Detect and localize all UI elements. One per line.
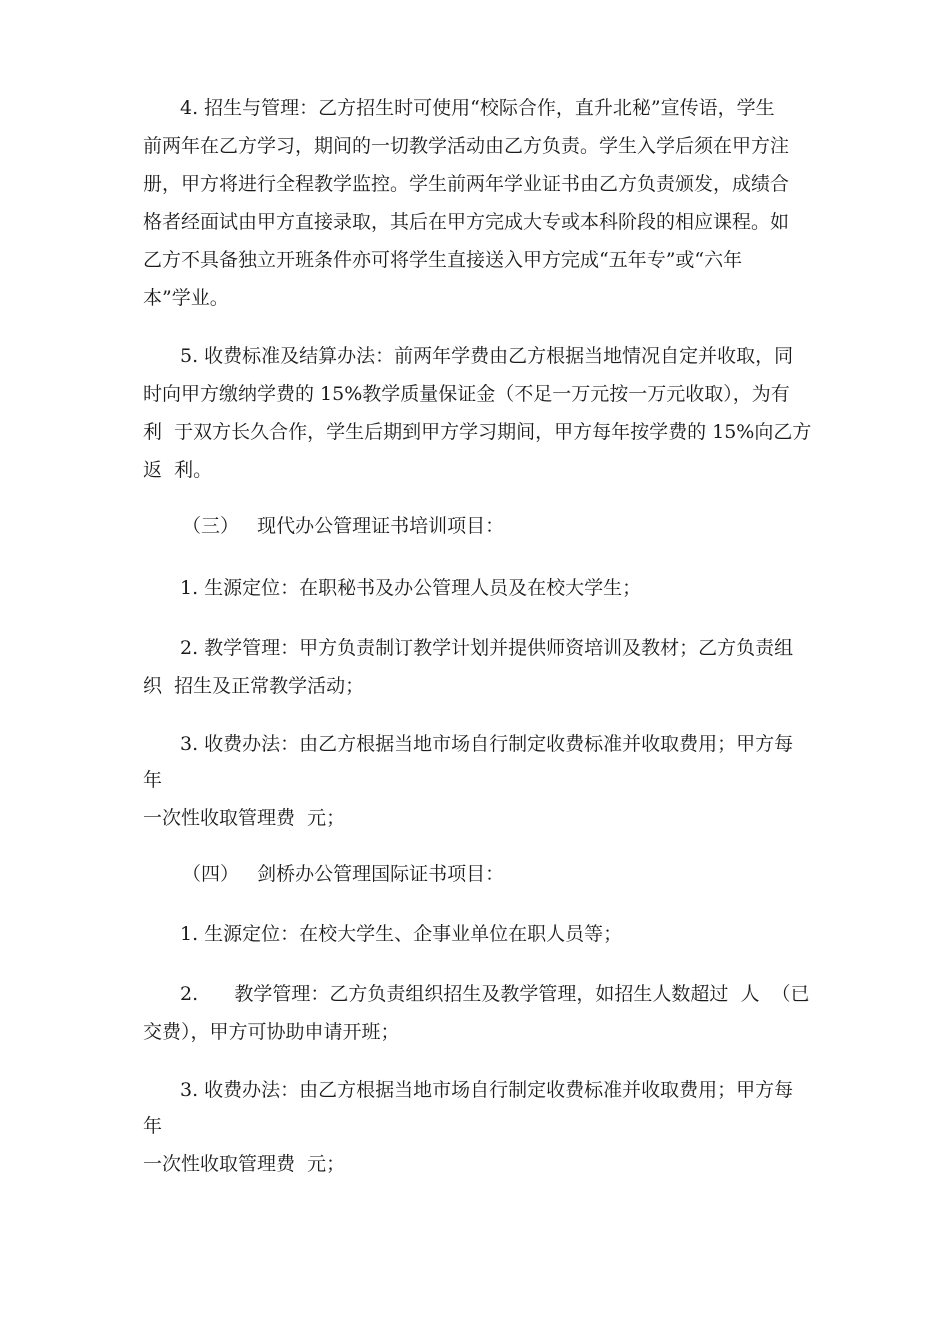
para-4-line-4: 格者经面试由甲方直接录取，其后在甲方完成大专或本科阶段的相应课程。如: [143, 211, 790, 233]
section-4-heading: （四） 剑桥办公管理国际证书项目：: [182, 863, 505, 885]
section-3-item-3-line-1: 3. 收费办法：由乙方根据当地市场自行制定收费标准并收取费用；甲方每: [180, 733, 794, 755]
section-3-item-3-line-2: 年: [143, 769, 163, 791]
section-4-item-2-line-2: 交费），甲方可协助申请开班；: [143, 1021, 400, 1043]
section-3-item-1: 1. 生源定位：在职秘书及办公管理人员及在校大学生；: [180, 577, 642, 599]
para-5-line-3: 利 于双方长久合作，学生后期到甲方学习期间，甲方每年按学费的 15%向乙方: [143, 421, 812, 443]
section-3-item-2-line-1: 2. 教学管理：甲方负责制订教学计划并提供师资培训及教材；乙方负责组: [180, 637, 794, 659]
section-4-item-3-line-1: 3. 收费办法：由乙方根据当地市场自行制定收费标准并收取费用；甲方每: [180, 1079, 794, 1101]
para-4-line-1: 4. 招生与管理：乙方招生时可使用“校际合作，直升北秘”宣传语，学生: [180, 97, 775, 119]
section-3-heading: （三） 现代办公管理证书培训项目：: [182, 515, 505, 537]
section-4-item-2-line-1: 2. 教学管理：乙方负责组织招生及教学管理，如招生人数超过 人 （已: [180, 983, 810, 1005]
para-4-line-2: 前两年在乙方学习，期间的一切教学活动由乙方负责。学生入学后须在甲方注: [143, 135, 790, 157]
section-4-item-3-line-2: 年: [143, 1115, 163, 1137]
para-4-line-6: 本”学业。: [143, 287, 229, 309]
para-4-line-5: 乙方不具备独立开班条件亦可将学生直接送入甲方完成“五年专”或“六年: [143, 249, 743, 271]
section-3-item-2-line-2: 织 招生及正常教学活动；: [143, 675, 365, 697]
section-4-item-1: 1. 生源定位：在校大学生、企事业单位在职人员等；: [180, 923, 623, 945]
section-4-item-3-line-3: 一次性收取管理费 元；: [143, 1153, 346, 1175]
para-4-line-3: 册，甲方将进行全程教学监控。学生前两年学业证书由乙方负责颁发，成绩合: [143, 173, 790, 195]
section-3-item-3-line-3: 一次性收取管理费 元；: [143, 807, 346, 829]
para-5-line-2: 时向甲方缴纳学费的 15%教学质量保证金（不足一万元按一万元收取），为有: [143, 383, 790, 405]
para-5-line-4: 返 利。: [143, 459, 213, 481]
para-5-line-1: 5. 收费标准及结算办法：前两年学费由乙方根据当地情况自定并收取，同: [180, 345, 794, 367]
